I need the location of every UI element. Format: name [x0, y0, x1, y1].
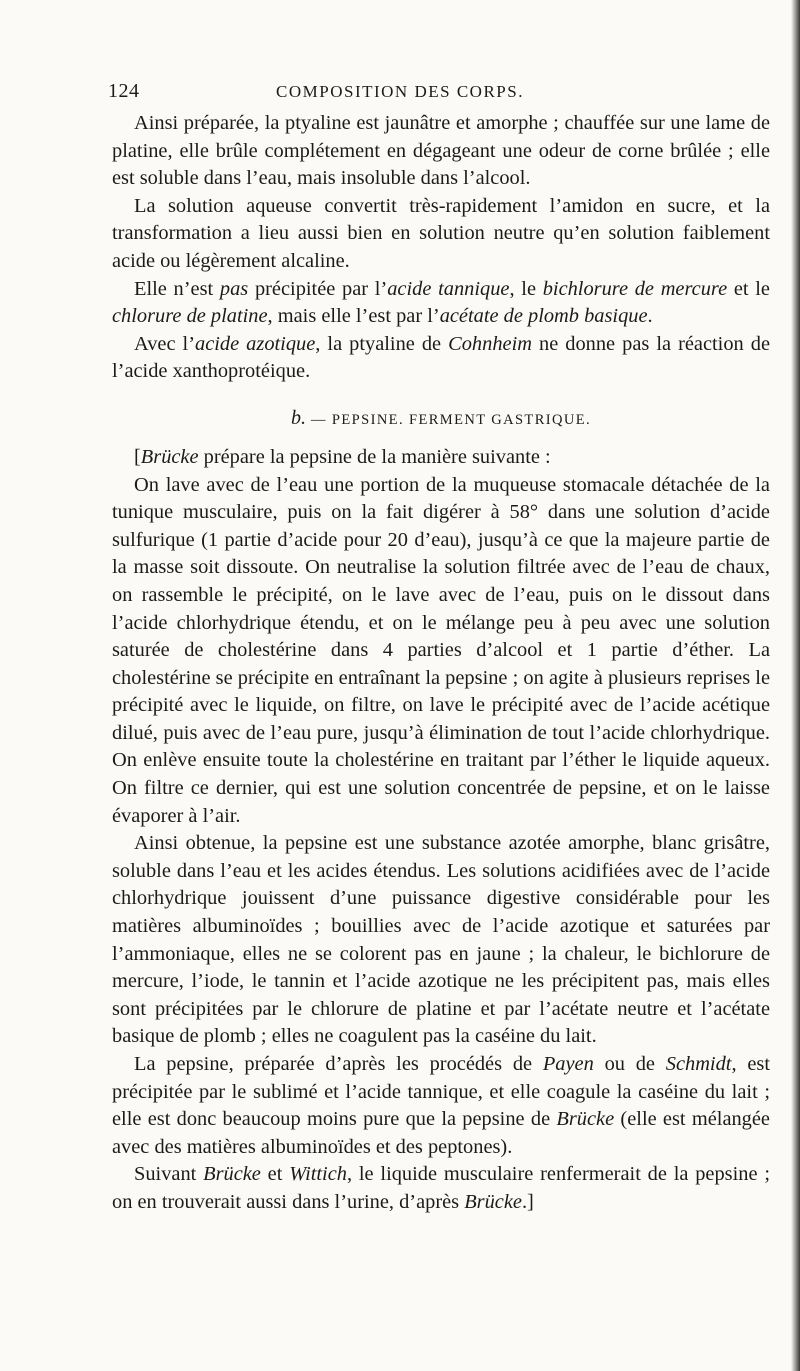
italic-run: Wittich [289, 1163, 347, 1186]
page-number: 124 [108, 80, 140, 102]
italic-run: chlorure de platine [112, 305, 268, 328]
text-run: et le [727, 277, 770, 300]
italic-run: pas [219, 277, 249, 300]
paragraph [112, 444, 770, 472]
paragraph [112, 110, 770, 193]
paragraph [112, 276, 770, 331]
paragraph [112, 193, 770, 276]
page-header [0, 80, 800, 106]
text-run: et [260, 1163, 290, 1186]
italic-run: Schmidt [665, 1053, 732, 1075]
section-title: — PEPSINE. FERMENT GASTRIQUE. [305, 411, 592, 428]
italic-run: acide azotique [195, 332, 316, 355]
paragraph [112, 1161, 770, 1216]
text-block [112, 110, 770, 1217]
paragraph [112, 331, 770, 386]
text-run: Elle n’est [134, 277, 220, 300]
section-heading [112, 408, 770, 430]
italic-run: Brücke [203, 1163, 261, 1186]
italic-run: acide tannique [387, 277, 510, 300]
text-run: , le [509, 277, 543, 300]
paragraph [112, 1051, 770, 1161]
pepsine-paragraphs [112, 444, 770, 1217]
italic-run: acétate de plomb basique [439, 305, 648, 328]
text-run: Ainsi obtenue, la pepsine est une substance azotée amorphe, blanc grisâtre, soluble dans l’eau et les acides étendus. Les solutions acidifiées avec de l’acide chlorhydrique jouissent d’une puissance digestive considérable pour les matières albuminoïdes ; bouillies avec de l’acide azotique et saturées par l’ammoniaque, elles ne se colorent pas en jaune ; la chaleur, le bichlorure de mercure, l’iode, le tannin et l’acide azotique ne les précipitent pas, mais elles sont précipitées par le chlorure de platine et par l’acétate neutre et l’acétate basique de plomb ; elles ne coagulent pas la caséine du lait. [112, 832, 770, 1048]
ptyaline-paragraphs [112, 110, 770, 386]
text-run: On lave avec de l’eau une portion de la muqueuse stomacale détachée de la tunique musculaire, puis on la fait digérer à 58° dans une solution d’acide sulfurique (1 partie d’acide pour 20 d’eau), jusqu’à ce que la majeure partie de la masse soit dissoute. On neutralise la solution filtrée avec de l’eau de chaux, on rassemble le précipité, on le lave avec de l’eau, puis on le dissout dans l’acide chlorhydrique étendu, et on le mélange peu à peu avec une solution saturée de cholestérine dans 4 parties d’alcool et 1 partie d’éther. La cholestérine se précipite en entraînant la pepsine ; on agite à plusieurs reprises le précipité avec le liquide, on filtre, on lave le précipité avec de l’acide acétique dilué, puis avec de l’eau pure, jusqu’à élimination de tout l’acide chlorhydrique. On enlève ensuite toute la cholestérine en traitant par l’éther le liquide aqueux. On filtre ce dernier, qui est une solution concentrée de pepsine, et on le laisse évaporer à l’air. [112, 473, 770, 827]
text-run: Avec l’ [134, 332, 195, 355]
text-run: Ainsi préparée, la ptyaline est jaunâtre et amorphe ; chauffée sur une lame de platine, elle brûle complétement en dégageant une odeur de corne brûlée ; elle est soluble dans l’eau, mais insoluble dans l’alcool. [112, 112, 770, 190]
text-run: , est précipitée par le sublimé et l’acide tannique, et elle coagule la caséine du lait ; elle est donc beaucoup moins pure que la pepsine de [112, 1053, 770, 1131]
italic-run: Brücke [464, 1190, 522, 1213]
text-run: [ [134, 445, 141, 468]
italic-run: bichlorure de mercure [542, 277, 728, 300]
italic-run: Brücke [140, 445, 199, 468]
text-run: La pepsine, préparée d’après les procédés de [134, 1053, 543, 1075]
paragraph [112, 830, 770, 1051]
italic-run: Brücke [556, 1108, 615, 1131]
text-run: La solution aqueuse convertit très-rapidement l’amidon en sucre, et la transformation a lieu aussi bien en solution neutre qu’en solution faiblement acide ou légèrement alcaline. [112, 194, 770, 272]
paragraph [112, 472, 770, 831]
text-run: ou de [593, 1053, 666, 1075]
italic-run: Cohnheim [448, 332, 532, 355]
text-run: . [647, 305, 653, 328]
text-run: Suivant [134, 1163, 204, 1186]
text-run: , la ptyaline de [315, 332, 449, 355]
text-run: ne donne pas la réaction de l’acide xanthoprotéique. [112, 332, 771, 383]
text-run: .] [521, 1190, 534, 1213]
text-run: , mais elle l’est par l’ [267, 305, 440, 328]
text-run: prépare la pepsine de la manière suivante : [198, 445, 551, 468]
text-run: précipitée par l’ [248, 277, 388, 300]
section-letter: b. [290, 406, 306, 429]
running-head: COMPOSITION DES CORPS. [276, 82, 524, 101]
scan-shadow-edge [791, 0, 800, 1371]
italic-run: Payen [542, 1053, 594, 1075]
text-run: , le liquide musculaire renfermerait de la pepsine ; on en trouverait aussi dans l’urine, d’après [112, 1163, 770, 1213]
text-run: (elle est mélangée avec des matières albuminoïdes et des peptones). [112, 1108, 770, 1158]
